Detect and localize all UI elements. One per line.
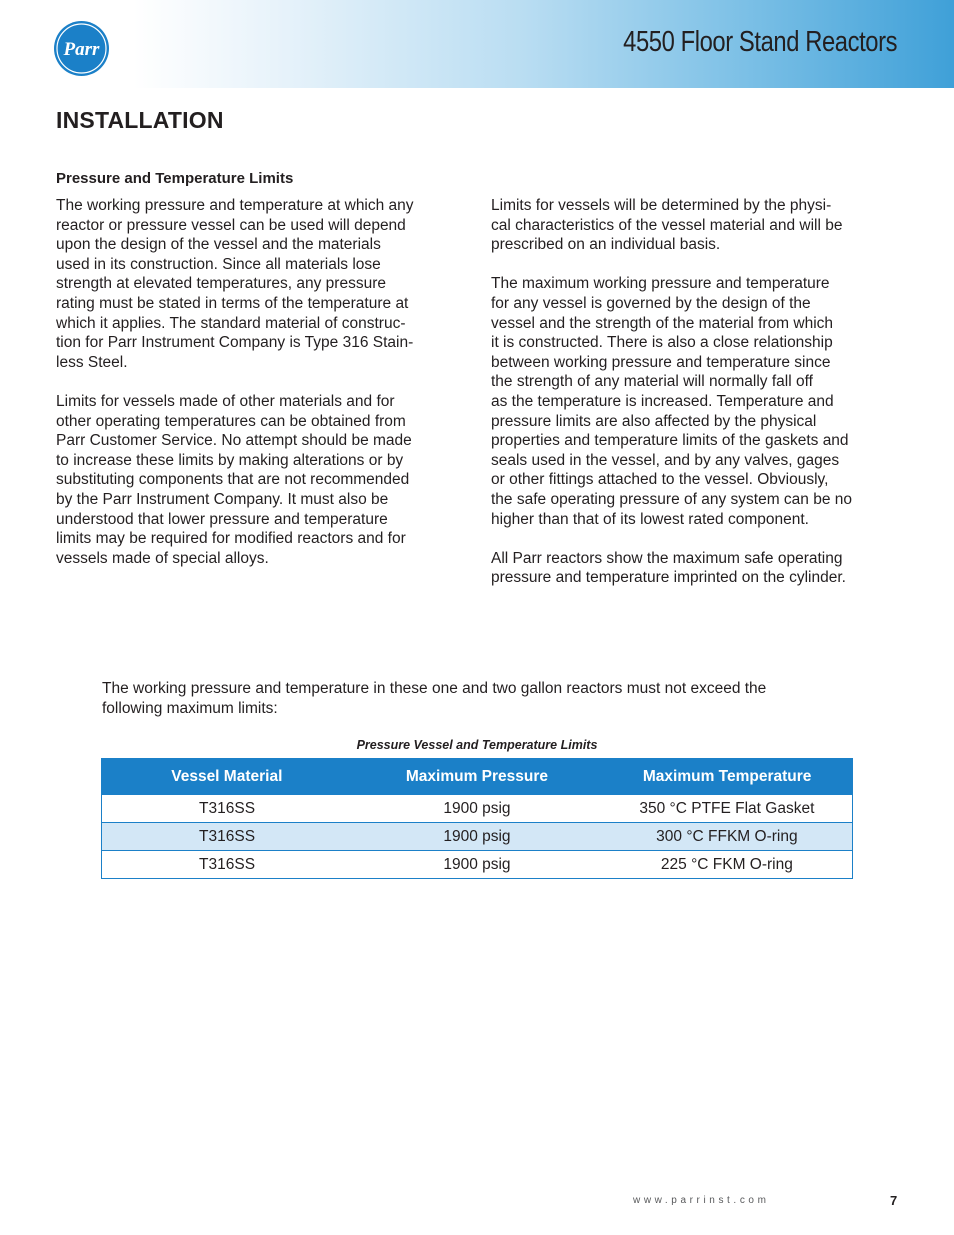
table-header-row	[102, 759, 853, 795]
cell-temperature: 350 °C PTFE Flat Gasket	[602, 795, 853, 823]
section-title: INSTALLATION	[56, 107, 224, 133]
page-number: 7	[890, 1193, 898, 1208]
logo-text: Parr	[63, 39, 100, 60]
table-row	[102, 823, 853, 851]
table-row	[102, 795, 853, 823]
parr-logo	[53, 20, 110, 77]
cell-pressure: 1900 psig	[352, 795, 602, 823]
header-maximum-pressure: Maximum Pressure	[352, 759, 602, 795]
header-vessel-material: Vessel Material	[102, 759, 353, 795]
left-column	[56, 196, 466, 568]
table-row	[102, 851, 853, 879]
right-paragraph-1: Limits for vessels will be determined by the physi- cal characteristics of the vessel material and will be prescribed on an individual basis.	[491, 197, 843, 254]
cell-pressure: 1900 psig	[352, 823, 602, 851]
cell-temperature: 300 °C FFKM O-ring	[602, 823, 853, 851]
subheading: Pressure and Temperature Limits	[56, 170, 294, 187]
footer-url: www.parrinst.com	[633, 1195, 770, 1206]
limits-table	[101, 758, 853, 879]
page-header-title: 4550 Floor Stand Reactors	[623, 26, 897, 58]
cell-material: T316SS	[102, 795, 353, 823]
right-column	[491, 196, 906, 588]
right-paragraph-3: All Parr reactors show the maximum safe operating pressure and temperature imprinted on the cylinder.	[491, 549, 846, 587]
cell-pressure: 1900 psig	[352, 851, 602, 879]
header-maximum-temperature: Maximum Temperature	[602, 759, 853, 795]
right-paragraph-2: The maximum working pressure and temperature for any vessel is governed by the design of the vessel and the strength of the material from which it is constructed. There is also a close relationship between working pressure and temperature since the strength of any material will normally fall off as the temperature is increased. Temperature and pressure limits are also affected by the physical properties and temperature limits of the gaskets and seals used in the vessel, and by any valves, gages or other fittings attached to the vessel. Obviously, the safe operating pressure of any system can be no higher than that of its lowest rated component.	[491, 275, 853, 528]
cell-material: T316SS	[102, 823, 353, 851]
left-paragraph-2: Limits for vessels made of other materials and for other operating temperatures can be obtained from Parr Customer Service. No attempt should be made to increase these limits by making alterations or by substituting components that are not recommended by the Parr Instrument Company. It must also be understood that lower pressure and temperature limits may be required for modified reactors and for vessels made of special alloys.	[56, 392, 412, 567]
cell-material: T316SS	[102, 851, 353, 879]
cell-temperature: 225 °C FKM O-ring	[602, 851, 853, 879]
left-paragraph-1: The working pressure and temperature at which any reactor or pressure vessel can be used will depend upon the design of the vessel and the materials used in its construction. Since all materials lose strength at elevated temperatures, any pressure rating must be stated in terms of the temperature at which it applies. The standard material of construc- tion for Parr Instrument Company is Type 316 Stain- less Steel.	[56, 197, 414, 371]
table-intro-text: The working pressure and temperature in these one and two gallon reactors must not exceed the following maximum limits:	[102, 680, 767, 717]
table-caption: Pressure Vessel and Temperature Limits	[356, 738, 598, 752]
